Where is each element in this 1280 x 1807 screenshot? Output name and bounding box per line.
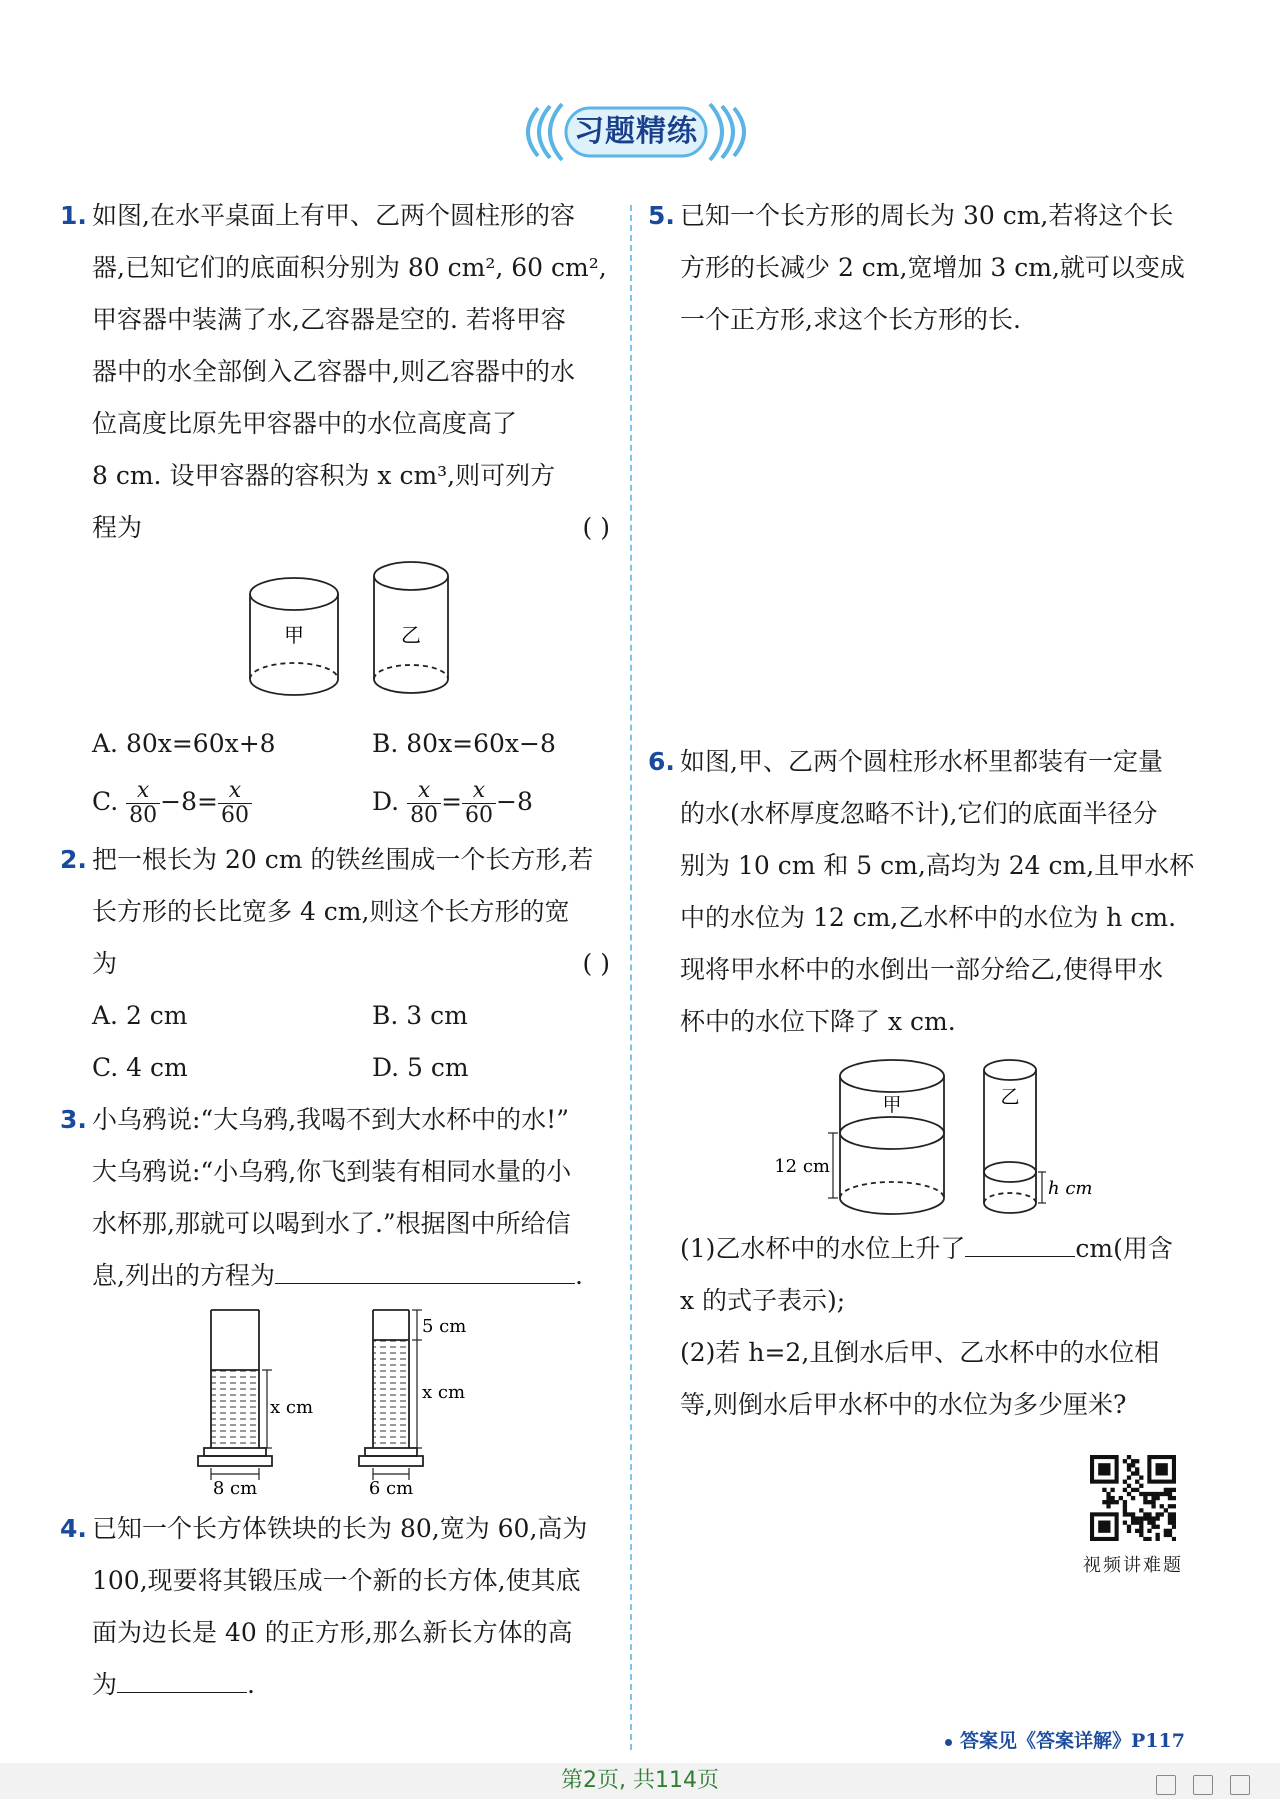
- cup-a-water-height: 12 cm: [774, 1156, 830, 1177]
- cups-figure: [60, 1302, 620, 1497]
- question-number: 2.: [60, 845, 87, 874]
- choice-a[interactable]: A. 2 cm: [92, 1001, 188, 1030]
- question-text-line: 中的水位为 12 cm,乙水杯中的水位为 h cm.: [680, 903, 1177, 932]
- question-text-line: 已知一个长方形的周长为 30 cm,若将这个长: [680, 201, 1174, 230]
- numerator: x: [462, 779, 496, 804]
- small-cup-width: 6 cm: [368, 1478, 414, 1497]
- window-icon[interactable]: [1230, 1775, 1250, 1795]
- numerator: x: [218, 779, 252, 804]
- numerator: x: [407, 779, 441, 804]
- period: .: [574, 1261, 583, 1290]
- column-divider: [630, 205, 632, 1750]
- denominator: 60: [465, 803, 494, 828]
- right-column: [648, 190, 1208, 1431]
- qr-caption: 视频讲难题: [1083, 1555, 1183, 1576]
- fraction: [407, 779, 441, 828]
- question-text-line: 的水(水杯厚度忽略不计),它们的底面半径分: [680, 799, 1158, 828]
- question-text-line: 大乌鸦说:“小乌鸦,你飞到装有相同水量的小: [92, 1157, 572, 1186]
- page-indicator: 第2页, 共114页: [561, 1768, 719, 1793]
- question-text-line: 8 cm. 设甲容器的容积为 x cm³,则可列方: [92, 461, 556, 490]
- question-text-line: 位高度比原先甲容器中的水位高度高了: [92, 409, 518, 438]
- cups-diagram: [60, 1302, 620, 1497]
- denominator: 80: [410, 803, 439, 828]
- operator: −8=: [160, 787, 218, 816]
- period: .: [247, 1670, 255, 1699]
- sub-question-1-end: cm(用含: [1075, 1234, 1173, 1263]
- answer-blank[interactable]: [275, 1253, 575, 1284]
- answer-paren: ( ): [582, 949, 610, 978]
- sub-question-1-line2: x 的式子表示);: [680, 1286, 846, 1315]
- question-text-line: 为: [92, 949, 118, 978]
- section-banner: [506, 100, 766, 164]
- denominator: 60: [220, 803, 249, 828]
- question-text-line: 器中的水全部倒入乙容器中,则乙容器中的水: [92, 357, 575, 386]
- choice-c[interactable]: [92, 770, 372, 834]
- small-cup-water-height: x cm: [422, 1382, 466, 1403]
- question-text-line: 器,已知它们的底面积分别为 80 cm², 60 cm²,: [92, 253, 607, 282]
- question-number: 5.: [648, 201, 675, 230]
- fraction: [126, 779, 160, 828]
- question-text-line: 100,现要将其锻压成一个新的长方体,使其底: [92, 1566, 581, 1595]
- cup-b-water-height: h cm: [1048, 1178, 1093, 1199]
- question-text-line: 现将甲水杯中的水倒出一部分给乙,使得甲水: [680, 955, 1163, 984]
- answer-paren: ( ): [582, 513, 610, 542]
- choice-b[interactable]: B. 3 cm: [372, 1001, 468, 1030]
- qr-code-block: [1078, 1455, 1188, 1577]
- choice-c[interactable]: C. 4 cm: [92, 1053, 188, 1082]
- answer-blank[interactable]: [117, 1662, 247, 1693]
- question-text-line: 已知一个长方体铁块的长为 80,宽为 60,高为: [92, 1514, 588, 1543]
- big-cup-water-height: x cm: [270, 1397, 314, 1418]
- question-text-line: 如图,甲、乙两个圆柱形水杯里都装有一定量: [680, 747, 1163, 776]
- operator: =: [441, 787, 463, 816]
- window-icon[interactable]: [1156, 1775, 1176, 1795]
- qr-code-icon[interactable]: [1090, 1455, 1176, 1541]
- choice-d[interactable]: [372, 770, 652, 834]
- question-text-line: 把一根长为 20 cm 的铁丝围成一个长方形,若: [92, 845, 594, 874]
- question-text-line: 一个正方形,求这个长方形的长.: [680, 305, 1021, 334]
- question-2: [60, 834, 620, 1094]
- question-5: [648, 190, 1208, 346]
- question-number: 1.: [60, 201, 87, 230]
- question-text-line: 杯中的水位下降了 x cm.: [680, 1007, 956, 1036]
- water-cups-figure: [648, 1048, 1208, 1223]
- cylinder-label-a: 甲: [284, 623, 304, 647]
- question-3: [60, 1094, 620, 1497]
- question-text-line: 息,列出的方程为: [92, 1261, 275, 1290]
- cylinders-figure: [60, 554, 620, 724]
- left-column: [60, 190, 620, 1711]
- fraction: [462, 779, 496, 828]
- fraction: [218, 779, 252, 828]
- big-cup-width: 8 cm: [212, 1478, 258, 1497]
- question-text-line: 如图,在水平桌面上有甲、乙两个圆柱形的容: [92, 201, 575, 230]
- banner-title: 习题精练: [574, 114, 698, 149]
- question-text-line: 程为: [92, 513, 143, 542]
- operator: −8: [496, 787, 533, 816]
- cup-label-b: 乙: [1000, 1086, 1020, 1108]
- page-footer: [0, 1763, 1280, 1799]
- question-text-line: 甲容器中装满了水,乙容器是空的. 若将甲容: [92, 305, 566, 334]
- question-6: [648, 736, 1208, 1431]
- sub-question-2-line2: 等,则倒水后甲水杯中的水位为多少厘米?: [680, 1390, 1127, 1419]
- question-text-line: 长方形的长比宽多 4 cm,则这个长方形的宽: [92, 897, 570, 926]
- water-cups-diagram: [648, 1048, 1208, 1223]
- question-text-line: 方形的长减少 2 cm,宽增加 3 cm,就可以变成: [680, 253, 1185, 282]
- answer-space[interactable]: [648, 346, 1208, 736]
- cylinder-label-b: 乙: [401, 623, 421, 647]
- sub-question-2-line1: (2)若 h=2,且倒水后甲、乙水杯中的水位相: [680, 1338, 1160, 1367]
- answer-blank[interactable]: [965, 1226, 1075, 1257]
- choice-d[interactable]: D. 5 cm: [372, 1053, 469, 1082]
- choice-a[interactable]: A. 80x=60x+8: [92, 729, 276, 758]
- choice-letter: C.: [92, 787, 119, 816]
- question-4: [60, 1503, 620, 1711]
- question-text-line: 别为 10 cm 和 5 cm,高均为 24 cm,且甲水杯: [680, 851, 1195, 880]
- question-number: 6.: [648, 747, 675, 776]
- footer-toolbar: [1146, 1771, 1250, 1807]
- bullet-icon: [945, 1739, 952, 1746]
- question-text-line: 小乌鸦说:“大乌鸦,我喝不到大水杯中的水!”: [92, 1105, 569, 1134]
- cylinders-diagram: [60, 554, 620, 724]
- question-number: 4.: [60, 1514, 87, 1543]
- cup-label-a: 甲: [882, 1094, 902, 1116]
- answer-reference-text: 答案见《答案详解》P117: [960, 1730, 1185, 1752]
- numerator: x: [126, 779, 160, 804]
- choice-letter: D.: [372, 787, 400, 816]
- window-icon[interactable]: [1193, 1775, 1213, 1795]
- small-cup-gap: 5 cm: [422, 1316, 467, 1337]
- answer-reference: [945, 1726, 1185, 1753]
- sub-question-1: (1)乙水杯中的水位上升了: [680, 1234, 966, 1263]
- question-text-line: 为: [92, 1670, 118, 1699]
- denominator: 80: [129, 803, 158, 828]
- question-number: 3.: [60, 1105, 87, 1134]
- question-text-line: 面为边长是 40 的正方形,那么新长方体的高: [92, 1618, 573, 1647]
- question-1: [60, 190, 620, 834]
- choice-b[interactable]: B. 80x=60x−8: [372, 729, 556, 758]
- question-text-line: 水杯那,那就可以喝到水了.”根据图中所给信: [92, 1209, 571, 1238]
